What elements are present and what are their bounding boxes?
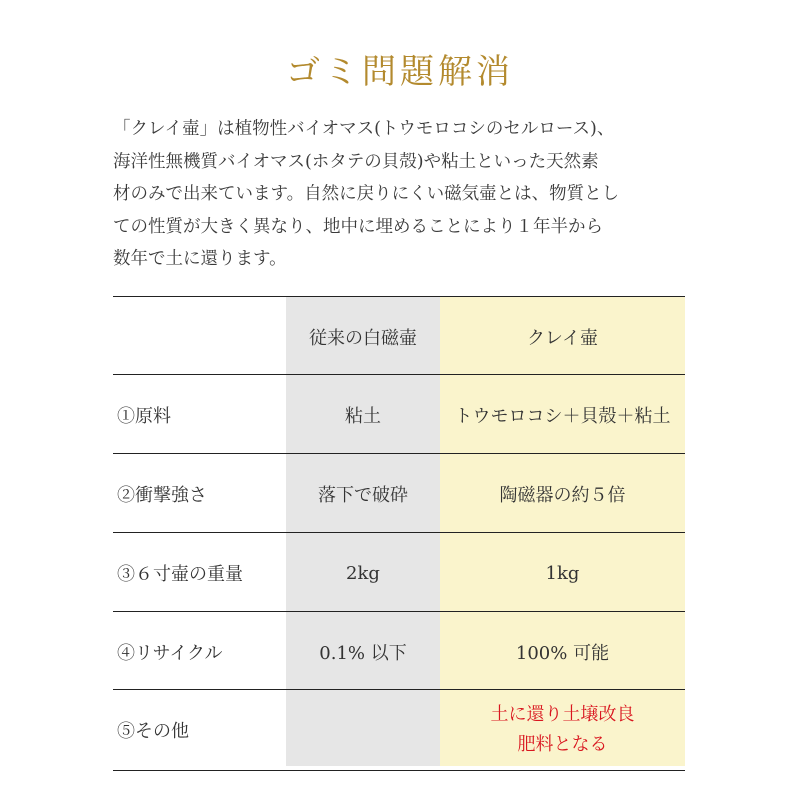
page-title: ゴミ問題解消	[286, 52, 514, 92]
conventional-value: 0.1% 以下	[319, 643, 407, 664]
clay-highlight-line-1: 土に還り土壌改良	[490, 704, 635, 725]
conventional-value: 粘土	[345, 406, 381, 427]
clay-value-highlight	[440, 690, 685, 770]
intro-paragraph: 「クレイ壷」は植物性バイオマス(トウモロコシのセルロース)、 海洋性無機質バイオマス(ホタテの貝殻)や粘土といった天然素 材のみで出来ています。自然に戻りにくい磁気壷とは、物質とし ての性質が大きく異なり、地中に埋めることにより１年半から 数年で土に還ります。	[113, 119, 620, 269]
table-header-row	[113, 296, 685, 377]
table-row	[113, 374, 685, 455]
row-label: ④リサイクル	[117, 643, 223, 664]
row-label: ②衝撃強さ	[117, 485, 207, 506]
row-label: ⑤その他	[117, 721, 189, 742]
conventional-value	[286, 690, 440, 770]
table-row	[113, 532, 685, 613]
clay-value: トウモロコシ＋貝殻＋粘土	[454, 406, 671, 427]
header-conventional: 従来の白磁壷	[309, 328, 417, 349]
clay-value: 陶磁器の約５倍	[499, 485, 626, 506]
row-label: ③６寸壷の重量	[117, 564, 243, 585]
header-empty	[117, 297, 282, 377]
clay-highlight-line-2: 肥料となる	[517, 734, 608, 755]
clay-value: 1kg	[545, 562, 580, 584]
table-row	[113, 453, 685, 534]
table-row	[113, 689, 685, 771]
table-row	[113, 611, 685, 692]
clay-value: 100% 可能	[515, 643, 610, 664]
conventional-value: 2kg	[346, 562, 380, 584]
header-clay: クレイ壷	[526, 328, 599, 349]
conventional-value: 落下で破砕	[318, 485, 408, 506]
row-label: ①原料	[117, 406, 171, 427]
